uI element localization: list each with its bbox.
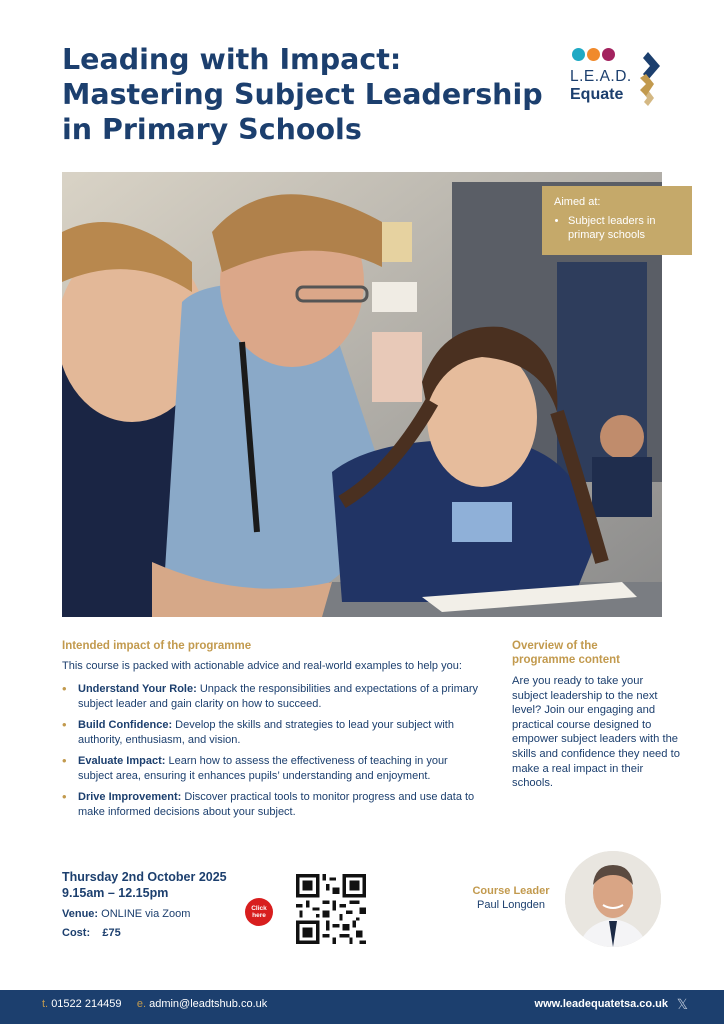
qr-code-icon[interactable] (296, 874, 366, 944)
cost-value: £75 (102, 927, 121, 939)
phone-label: t. (42, 998, 49, 1010)
website-link[interactable]: www.leadequatetsa.co.uk (534, 998, 668, 1010)
x-icon[interactable]: 𝕏 (676, 996, 688, 1012)
phone-number[interactable]: 01522 214459 (51, 998, 122, 1010)
impact-bullet (62, 754, 482, 783)
aimed-at-box (542, 186, 692, 255)
impact-bullet (62, 790, 482, 819)
logo-dot-teal (572, 48, 585, 61)
footer-bar (0, 990, 724, 1024)
logo-text-equate: Equate (570, 86, 624, 103)
logo-dot-purple (602, 48, 615, 61)
logo-dot-orange (587, 48, 600, 61)
lead-equate-logo (570, 46, 670, 110)
impact-intro: This course is packed with actionable advice and real-world examples to help you: (62, 660, 462, 672)
event-cost (62, 927, 227, 939)
aimed-at-item: • Subject leaders in primary schools (568, 214, 680, 242)
leader-portrait (565, 851, 661, 947)
logo-chevron-icon (634, 50, 662, 106)
bullet-title: Build Confidence: (78, 719, 173, 731)
title-line-3: in Primary Schools (62, 113, 362, 146)
impact-bullet (62, 718, 482, 747)
event-date: Thursday 2nd October 2025 (62, 870, 227, 884)
title-line-2: Mastering Subject Leadership (62, 78, 543, 111)
footer-contact (42, 998, 267, 1010)
email-link[interactable]: admin@leadtshub.co.uk (149, 998, 268, 1010)
bullet-text: Unpack the responsibilities and expectations of a primary subject leader and gain clarity on how to succeed. (78, 683, 479, 710)
email-label: e. (136, 998, 147, 1010)
impact-bullet-list (62, 682, 482, 826)
bullet-text: Develop the skills and strategies to lead your subject with authority, enthusiasm, and vision. (78, 719, 454, 746)
course-leader (470, 884, 552, 912)
bullet-text: Discover practical tools to monitor progress and use data to make informed decisions about your subject. (78, 791, 475, 818)
bullet-title: Drive Improvement: (78, 791, 182, 803)
bullet-title: Evaluate Impact: (78, 755, 166, 767)
event-venue (62, 908, 227, 920)
bullet-title: Understand Your Role: (78, 683, 197, 695)
impact-bullet (62, 682, 482, 711)
logo-text-lead: L.E.A.D. (570, 68, 632, 85)
leader-avatar (565, 851, 661, 947)
aimed-at-list (554, 214, 680, 242)
venue-value: ONLINE via Zoom (101, 908, 191, 920)
event-time: 9.15am – 12.15pm (62, 886, 169, 900)
venue-label: Venue: (62, 908, 99, 920)
overview-text: Are you ready to take your subject leadership to the next level? Join our engaging and practical course designed to empower subject leaders with the skills and confidence they need to make a real impact in their schools. (512, 675, 680, 790)
event-details (62, 869, 227, 939)
logo-dots (572, 48, 617, 66)
leader-name: Paul Longden (477, 899, 545, 911)
overview-heading: Overview of the programme content (512, 640, 620, 666)
page-title (62, 42, 543, 147)
impact-heading: Intended impact of the programme (62, 640, 252, 652)
cost-label: Cost: (62, 927, 91, 939)
bullet-text: Learn how to assess the effectiveness of teaching in your subject area, ensuring it enhances pupils’ understanding and enjoyment. (78, 755, 448, 782)
click-here-button[interactable]: Click here (245, 898, 273, 926)
leader-role: Course Leader (472, 885, 550, 897)
title-line-1: Leading with Impact: (62, 43, 402, 76)
aimed-at-heading: Aimed at: (554, 196, 601, 208)
